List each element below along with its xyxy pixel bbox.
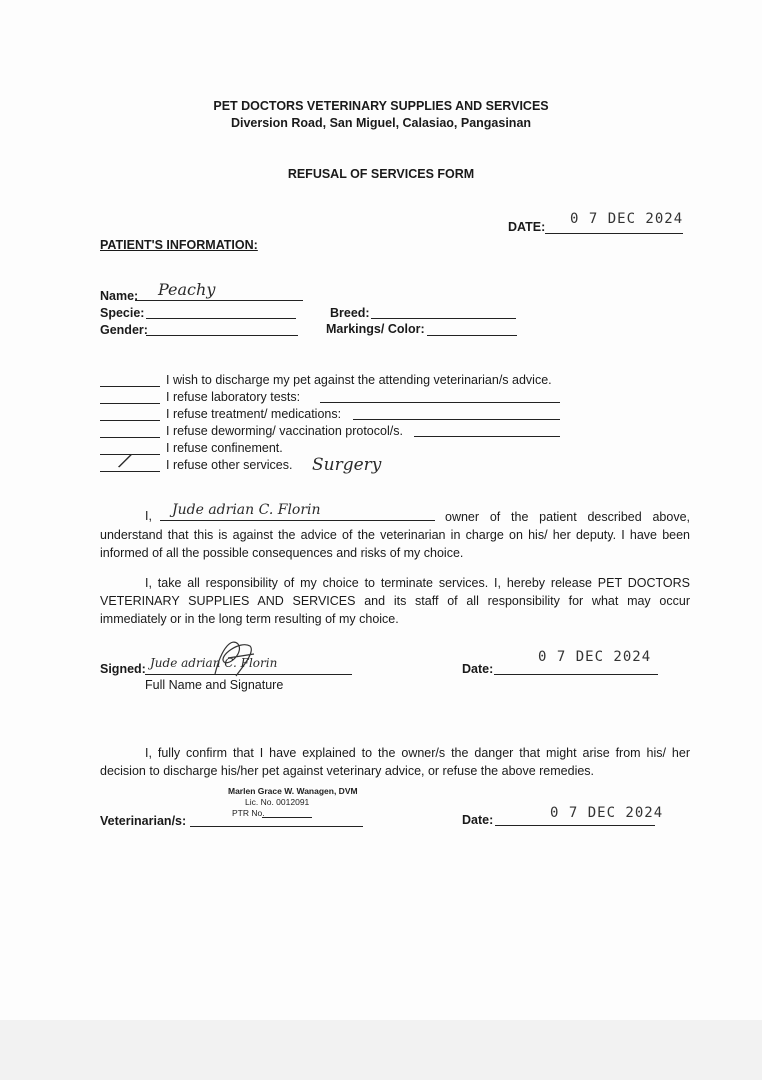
option-confinement: I refuse confinement. xyxy=(166,441,283,455)
option-other-services: I refuse other services. xyxy=(166,458,293,472)
option-blank xyxy=(100,403,160,404)
option-lab-tests: I refuse laboratory tests: xyxy=(166,390,301,404)
name-line xyxy=(135,300,303,301)
other-services-value: Surgery xyxy=(312,455,382,475)
signed-date-label: Date: xyxy=(462,662,494,676)
vet-stamp-license: Lic. No. 0012091 xyxy=(245,797,310,807)
statement-paragraph-1: owner of the patient described above, understand that this is against the advice of the veterinarian in charge on his/ her deputy. I have been informed of all the possible consequences and risks of my choice. xyxy=(100,510,690,560)
signature-scribble-icon xyxy=(210,636,260,680)
option-blank xyxy=(100,437,160,438)
name-value: Peachy xyxy=(158,280,216,299)
signature-caption: Full Name and Signature xyxy=(145,678,284,692)
company-name: PET DOCTORS VETERINARY SUPPLIES AND SERVICES xyxy=(213,99,549,113)
form-title: REFUSAL OF SERVICES FORM xyxy=(287,167,475,181)
signed-date-line xyxy=(494,674,658,675)
date-label-top: DATE: xyxy=(508,220,546,234)
gender-label: Gender: xyxy=(100,323,148,337)
breed-line xyxy=(371,318,516,319)
vet-date-line xyxy=(495,825,655,826)
vet-date-value: 0 7 DEC 2024 xyxy=(550,805,664,821)
vet-signature-line xyxy=(190,826,363,827)
company-address: Diversion Road, San Miguel, Calasiao, Pangasinan xyxy=(230,116,532,130)
date-value-top: 0 7 DEC 2024 xyxy=(570,211,684,227)
statement-paragraph-2: I, take all responsibility of my choice to terminate services. I, hereby release PET DOCTORS VETERINARY SUPPLIES AND SERVICES and its staff of all responsibility for what may occur immediately or in the long term resulting of my choice. xyxy=(100,576,690,626)
vet-label: Veterinarian/s: xyxy=(100,814,187,828)
option-discharge: I wish to discharge my pet against the attending veterinarian/s advice. xyxy=(166,373,552,387)
breed-label: Breed: xyxy=(330,306,370,320)
date-line-top xyxy=(545,233,683,234)
option-deworming: I refuse deworming/ vaccination protocol/s. xyxy=(166,424,403,438)
option-blank xyxy=(100,420,160,421)
owner-name: Jude adrian C. Florin xyxy=(172,502,321,518)
markings-line xyxy=(427,335,517,336)
option-treatment: I refuse treatment/ medications: xyxy=(166,407,342,421)
markings-label: Markings/ Color: xyxy=(326,322,425,336)
option-check-mark: / xyxy=(118,447,133,473)
option-treatment-line xyxy=(353,419,560,420)
scan-bottom-edge xyxy=(0,1020,762,1080)
option-blank xyxy=(100,386,160,387)
patient-info-heading: PATIENT'S INFORMATION: xyxy=(100,238,258,252)
vet-confirmation-paragraph: I, fully confirm that I have explained to the owner/s the danger that might arise from his/ her decision to discharge his/her pet against veterinary advice, or refuse the above remedies. xyxy=(100,746,690,778)
vet-stamp-ptr: PTR No. xyxy=(232,808,265,818)
statement-i: I, xyxy=(145,509,152,523)
signed-date-value: 0 7 DEC 2024 xyxy=(538,649,652,665)
option-lab-tests-line xyxy=(320,402,560,403)
option-blank xyxy=(100,471,160,472)
specie-label: Specie: xyxy=(100,306,145,320)
signed-label: Signed: xyxy=(100,662,146,676)
option-deworming-line xyxy=(414,436,560,437)
owner-signature: Jude adrian C. Florin xyxy=(150,656,278,670)
specie-line xyxy=(146,318,296,319)
vet-stamp-ptr-line xyxy=(262,817,312,818)
gender-line xyxy=(146,335,298,336)
vet-date-label: Date: xyxy=(462,813,494,827)
name-label: Name: xyxy=(100,289,139,303)
vet-stamp-name: Marlen Grace W. Wanagen, DVM xyxy=(228,786,358,796)
